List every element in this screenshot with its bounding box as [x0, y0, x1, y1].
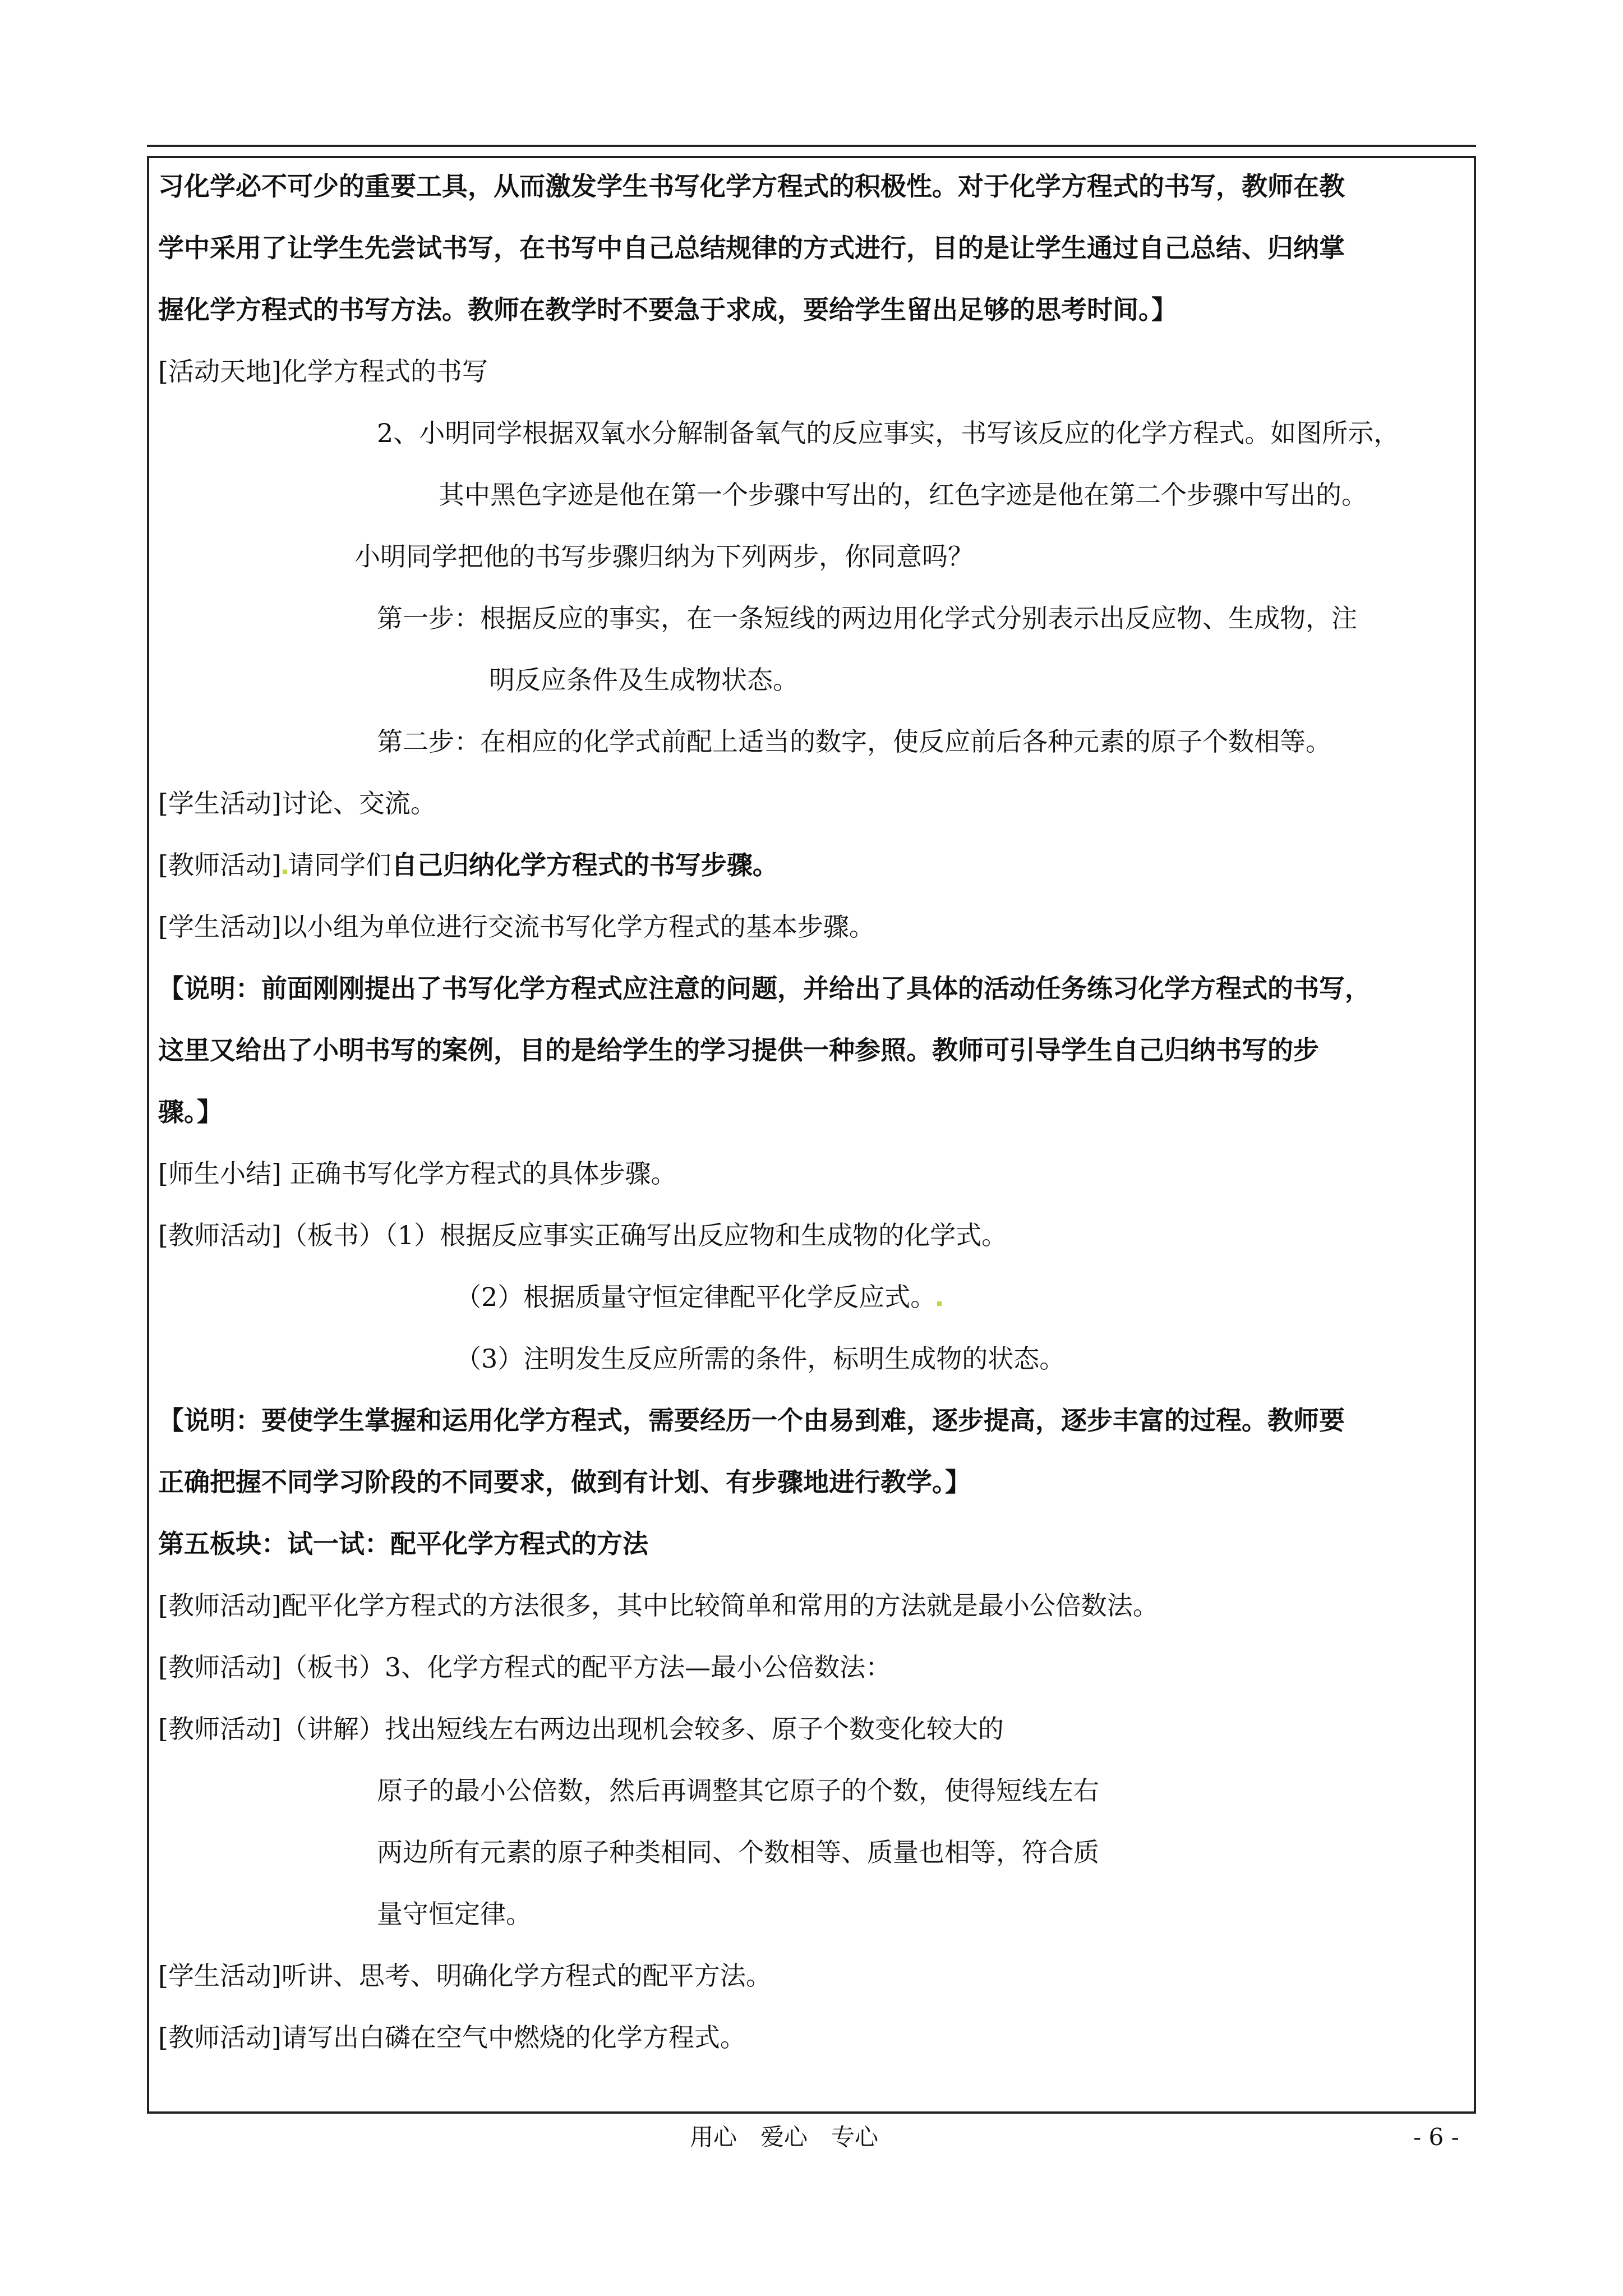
mark-dot	[283, 869, 287, 874]
text-line: 第二步：在相应的化学式前配上适当的数字，使反应前后各种元素的原子个数相等。	[377, 726, 1331, 757]
text-line: 这里又给出了小明书写的案例，目的是给学生的学习提供一种参照。教师可引导学生自己归纳书写的步	[158, 1035, 1319, 1065]
text-line: [教师活动]（板书）3、化学方程式的配平方法—最小公倍数法：	[158, 1652, 892, 1682]
mark-dot	[937, 1301, 942, 1306]
text-line: 量守恒定律。	[377, 1899, 532, 1929]
footer-motto: 用心 爱心 专心	[690, 2123, 879, 2151]
text-line: 其中黑色字迹是他在第一个步骤中写出的，红色字迹是他在第二个步骤中写出的。	[439, 480, 1367, 510]
text-line: [学生活动]讨论、交流。	[158, 788, 436, 818]
text-line: 两边所有元素的原子种类相同、个数相等、质量也相等，符合质	[377, 1837, 1099, 1867]
text-line: 骤。】	[158, 1097, 223, 1127]
text-line: 学中采用了让学生先尝试书写，在书写中自己总结规律的方式进行，目的是让学生通过自己总结、归纳掌	[158, 233, 1345, 263]
text-line: 【说明：前面刚刚提出了书写化学方程式应注意的问题，并给出了具体的活动任务练习化学方程式的书写，	[158, 973, 1371, 1004]
page-number: - 6 -	[1413, 2123, 1459, 2151]
text-segment: 请同学们	[288, 850, 391, 880]
text-line: （3）注明发生反应所需的条件，标明生成物的状态。	[455, 1343, 1066, 1374]
header-rule	[147, 145, 1476, 147]
text-line: 第一步：根据反应的事实，在一条短线的两边用化学式分别表示出反应物、生成物，注	[377, 603, 1357, 633]
text-line: 小明同学把他的书写步骤归纳为下列两步，你同意吗？	[354, 541, 974, 572]
text-line: 习化学必不可少的重要工具，从而激发学生书写化学方程式的积极性。对于化学方程式的书写，教师在教	[158, 171, 1345, 201]
text-segment: （2）根据质量守恒定律配平化学反应式。	[455, 1282, 937, 1312]
text-line	[455, 1280, 943, 1314]
text-segment-bold: 自己归纳化学方程式的书写步骤。	[391, 850, 778, 880]
text-line	[158, 848, 778, 882]
section-heading: 第五板块：试一试：配平化学方程式的方法	[158, 1529, 648, 1559]
text-line: [学生活动]听讲、思考、明确化学方程式的配平方法。	[158, 1961, 772, 1991]
text-line: [教师活动]请写出白磷在空气中燃烧的化学方程式。	[158, 2022, 746, 2053]
text-line: 原子的最小公倍数，然后再调整其它原子的个数，使得短线左右	[377, 1775, 1099, 1806]
text-line: [师生小结] 正确书写化学方程式的具体步骤。	[158, 1158, 677, 1189]
text-line: 正确把握不同学习阶段的不同要求，做到有计划、有步骤地进行教学。】	[158, 1467, 971, 1497]
text-line: 【说明：要使学生掌握和运用化学方程式，需要经历一个由易到难，逐步提高，逐步丰富的过程。教师要	[158, 1405, 1345, 1435]
text-line: [教师活动]配平化学方程式的方法很多，其中比较简单和常用的方法就是最小公倍数法。	[158, 1590, 1159, 1621]
text-line: [教师活动]（讲解）找出短线左右两边出现机会较多、原子个数变化较大的	[158, 1714, 1004, 1744]
text-line: [活动天地]化学方程式的书写	[158, 356, 488, 386]
text-line: [教师活动]（板书）（1）根据反应事实正确写出反应物和生成物的化学式。	[158, 1220, 1008, 1250]
text-line: 明反应条件及生成物状态。	[489, 665, 799, 695]
text-line: [学生活动]以小组为单位进行交流书写化学方程式的基本步骤。	[158, 912, 875, 942]
text-segment: [教师活动]	[158, 850, 282, 880]
text-line: 握化学方程式的书写方法。教师在教学时不要急于求成，要给学生留出足够的思考时间。】	[158, 295, 1177, 325]
text-line: 2、小明同学根据双氧水分解制备氧气的反应事实，书写该反应的化学方程式。如图所示，	[377, 418, 1400, 448]
